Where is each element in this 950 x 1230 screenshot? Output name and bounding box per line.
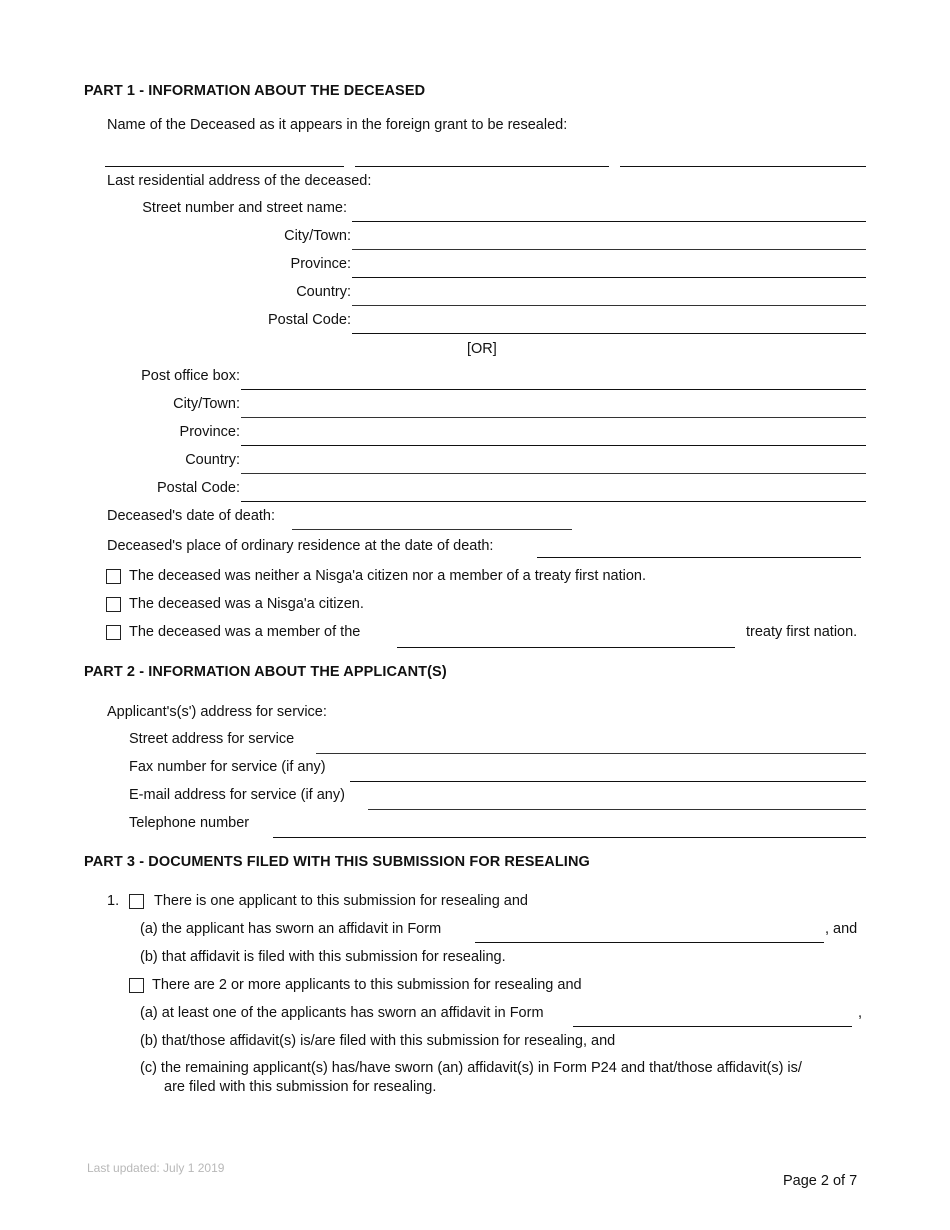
one-applicant-a-suffix: , and <box>825 921 858 937</box>
ordinary-residence-label: Deceased's place of ordinary residence at the date of death: <box>107 538 494 554</box>
multi-applicant-a-suffix: , <box>858 1005 863 1021</box>
province-field[interactable] <box>352 277 866 278</box>
multi-applicant-checkbox[interactable] <box>129 978 144 993</box>
one-applicant-a-label: (a) the applicant has sworn an affidavit in Form <box>140 921 442 937</box>
page-number: Page 2 of 7 <box>783 1173 858 1189</box>
part2-heading: PART 2 - INFORMATION ABOUT THE APPLICANT(S) <box>84 664 447 680</box>
pobox-label: Post office box: <box>141 368 240 384</box>
telephone-label: Telephone number <box>129 815 250 831</box>
one-applicant-label: There is one applicant to this submission for resealing and <box>154 893 528 909</box>
part1-heading: PART 1 - INFORMATION ABOUT THE DECEASED <box>84 83 426 99</box>
last-updated-note: Last updated: July 1 2019 <box>87 1161 225 1175</box>
one-applicant-b-label: (b) that affidavit is filed with this submission for resealing. <box>140 949 506 965</box>
pobox-province-field[interactable] <box>241 445 866 446</box>
status-treaty-label: The deceased was a member of the <box>129 624 361 640</box>
one-applicant-checkbox[interactable] <box>129 894 144 909</box>
applicant-address-label: Applicant's(s') address for service: <box>107 704 327 720</box>
multi-applicant-form-field[interactable] <box>573 1026 852 1027</box>
status-neither-checkbox[interactable] <box>106 569 121 584</box>
status-nisgaa-label: The deceased was a Nisga'a citizen. <box>129 596 364 612</box>
pobox-city-field[interactable] <box>241 417 866 418</box>
last-address-label: Last residential address of the deceased: <box>107 173 372 189</box>
city-field[interactable] <box>352 249 866 250</box>
street-label: Street number and street name: <box>142 200 347 216</box>
service-fax-field[interactable] <box>350 781 866 782</box>
treaty-suffix-label: treaty first nation. <box>746 624 858 640</box>
deceased-first-name-field[interactable] <box>105 166 344 167</box>
multi-applicant-a-label: (a) at least one of the applicants has sworn an affidavit in Form <box>140 1005 544 1021</box>
item-number: 1. <box>107 893 120 909</box>
pobox-province-label: Province: <box>179 424 240 440</box>
deceased-name-prompt: Name of the Deceased as it appears in the foreign grant to be resealed: <box>107 117 568 133</box>
city-label: City/Town: <box>284 228 351 244</box>
country-label: Country: <box>296 284 351 300</box>
one-applicant-form-field[interactable] <box>475 942 824 943</box>
pobox-city-label: City/Town: <box>173 396 240 412</box>
deceased-last-name-field[interactable] <box>620 166 866 167</box>
multi-applicant-label: There are 2 or more applicants to this submission for resealing and <box>152 977 582 993</box>
telephone-field[interactable] <box>273 837 866 838</box>
pobox-postal-code-label: Postal Code: <box>156 480 240 496</box>
multi-applicant-c-line2: are filed with this submission for resealing. <box>164 1079 437 1095</box>
service-fax-label: Fax number for service (if any) <box>129 759 326 775</box>
pobox-country-field[interactable] <box>241 473 866 474</box>
postal-code-field[interactable] <box>352 333 866 334</box>
ordinary-residence-field[interactable] <box>537 557 861 558</box>
status-nisgaa-checkbox[interactable] <box>106 597 121 612</box>
pobox-postal-code-field[interactable] <box>241 501 866 502</box>
province-label: Province: <box>290 256 351 272</box>
or-separator: [OR] <box>467 341 497 357</box>
status-neither-label: The deceased was neither a Nisga'a citizen nor a member of a treaty first nation. <box>129 568 646 584</box>
treaty-first-nation-field[interactable] <box>397 647 735 648</box>
status-treaty-checkbox[interactable] <box>106 625 121 640</box>
pobox-field[interactable] <box>241 389 866 390</box>
date-of-death-field[interactable] <box>292 529 572 530</box>
service-street-label: Street address for service <box>129 731 295 747</box>
date-of-death-label: Deceased's date of death: <box>107 508 276 524</box>
pobox-country-label: Country: <box>185 452 240 468</box>
service-email-field[interactable] <box>368 809 866 810</box>
service-street-field[interactable] <box>316 753 866 754</box>
country-field[interactable] <box>352 305 866 306</box>
street-field[interactable] <box>352 221 866 222</box>
deceased-middle-name-field[interactable] <box>355 166 609 167</box>
multi-applicant-c-line1: (c) the remaining applicant(s) has/have sworn (an) affidavit(s) in Form P24 and that/those affidavit(s) is/ <box>140 1060 802 1076</box>
postal-code-label: Postal Code: <box>267 312 351 328</box>
part3-heading: PART 3 - DOCUMENTS FILED WITH THIS SUBMISSION FOR RESEALING <box>84 854 590 870</box>
service-email-label: E-mail address for service (if any) <box>129 787 345 803</box>
multi-applicant-b-label: (b) that/those affidavit(s) is/are filed with this submission for resealing, and <box>140 1033 616 1049</box>
